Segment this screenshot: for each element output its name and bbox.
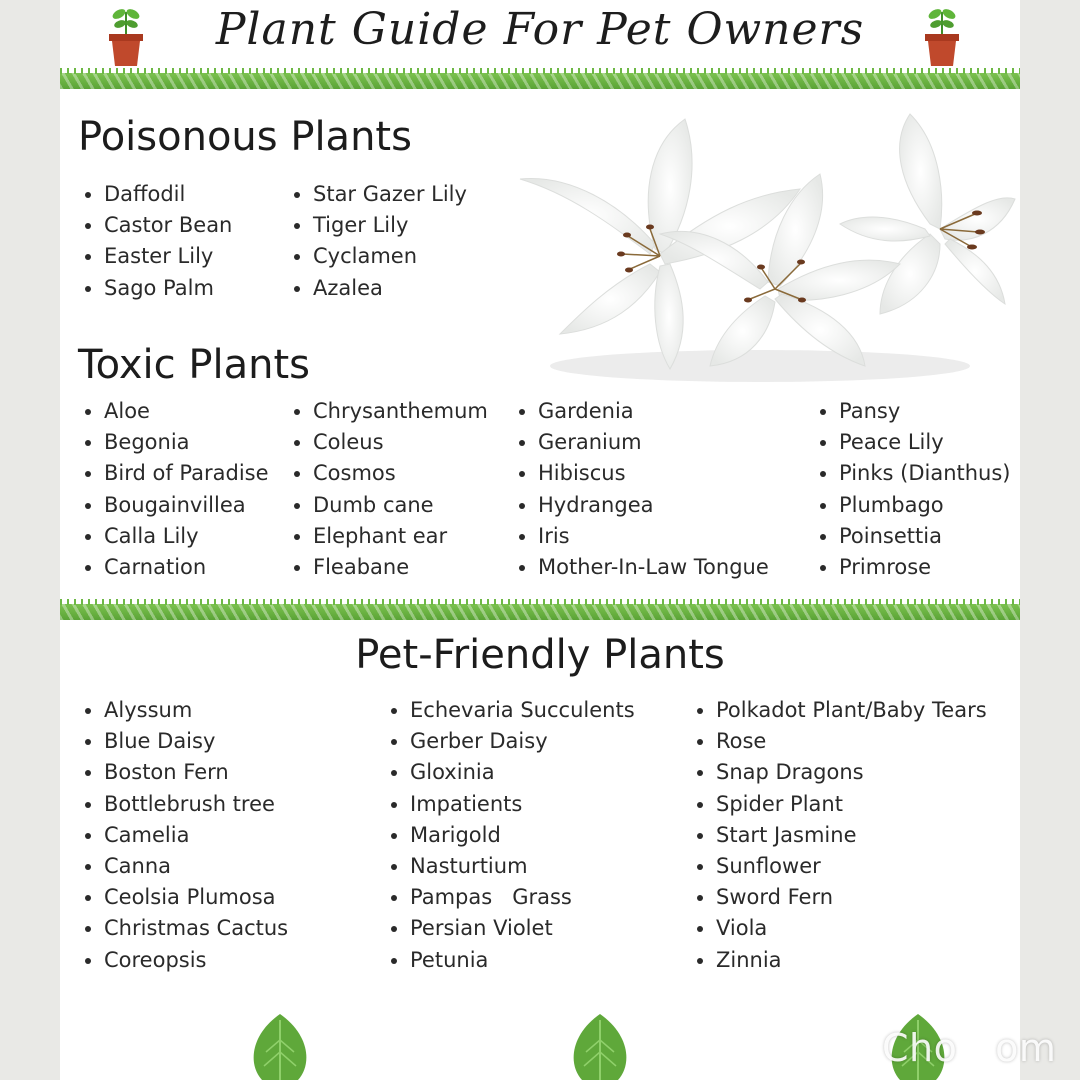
list-item: Polkadot Plant/Baby Tears (692, 695, 987, 726)
list-item: Boston Fern (80, 757, 288, 788)
list-item: Camelia (80, 820, 288, 851)
list-item: Sunflower (692, 851, 987, 882)
list-item: Canna (80, 851, 288, 882)
list-item: Elephant ear (289, 521, 488, 552)
list-item: Hibiscus (514, 458, 769, 489)
friendly-list-col-1 (80, 695, 288, 976)
list-item: Iris (514, 521, 769, 552)
list-item: Aloe (80, 396, 269, 427)
list-item: Viola (692, 913, 987, 944)
poisonous-heading: Poisonous Plants (78, 114, 412, 160)
list-item: Star Gazer Lily (289, 179, 467, 210)
list-item: Start Jasmine (692, 820, 987, 851)
leaf-icon (240, 1010, 320, 1080)
list-item: Primrose (815, 552, 1011, 583)
list-item: Cyclamen (289, 241, 467, 272)
pet-friendly-heading: Pet-Friendly Plants (355, 632, 725, 678)
list-item: Persian Violet (386, 913, 635, 944)
list-item: Snap Dragons (692, 757, 987, 788)
list-item: Sago Palm (80, 273, 232, 304)
toxic-list-col-3 (514, 396, 769, 583)
list-item: Blue Daisy (80, 726, 288, 757)
list-item: Azalea (289, 273, 467, 304)
list-item: Bird of Paradise (80, 458, 269, 489)
list-item: Sword Fern (692, 882, 987, 913)
list-item: Poinsettia (815, 521, 1011, 552)
infographic-sheet (60, 0, 1020, 1080)
watermark-text: Cho om (882, 1026, 1057, 1070)
list-item: Bottlebrush tree (80, 789, 288, 820)
list-item: Bougainvillea (80, 490, 269, 521)
list-item: Peace Lily (815, 427, 1011, 458)
list-item: Christmas Cactus (80, 913, 288, 944)
friendly-list-col-3 (692, 695, 987, 976)
list-item: Carnation (80, 552, 269, 583)
toxic-list-col-4 (815, 396, 1011, 583)
list-item: Plumbago (815, 490, 1011, 521)
poisonous-list-col-1 (80, 179, 232, 304)
list-item: Daffodil (80, 179, 232, 210)
list-item: Zinnia (692, 945, 987, 976)
poisonous-list-col-2 (289, 179, 467, 304)
list-item: Coleus (289, 427, 488, 458)
list-item: Gloxinia (386, 757, 635, 788)
list-item: Petunia (386, 945, 635, 976)
list-item: Coreopsis (80, 945, 288, 976)
list-item: Chrysanthemum (289, 396, 488, 427)
list-item: Tiger Lily (289, 210, 467, 241)
list-item: Spider Plant (692, 789, 987, 820)
list-item: Ceolsia Plumosa (80, 882, 288, 913)
page-title: Plant Guide For Pet Owners (215, 3, 865, 55)
friendly-list-col-2 (386, 695, 635, 976)
list-item: Cosmos (289, 458, 488, 489)
list-item: Gardenia (514, 396, 769, 427)
list-item: Gerber Daisy (386, 726, 635, 757)
list-item: Impatients (386, 789, 635, 820)
list-item: Calla Lily (80, 521, 269, 552)
list-item: Nasturtium (386, 851, 635, 882)
list-item: Begonia (80, 427, 269, 458)
white-lily-image (500, 104, 1020, 394)
toxic-heading: Toxic Plants (78, 342, 310, 388)
grass-divider (60, 604, 1020, 620)
list-item: Fleabane (289, 552, 488, 583)
toxic-list-col-1 (80, 396, 269, 583)
list-item: Easter Lily (80, 241, 232, 272)
leaf-icon (560, 1010, 640, 1080)
list-item: Echevaria Succulents (386, 695, 635, 726)
list-item: Hydrangea (514, 490, 769, 521)
list-item: Pansy (815, 396, 1011, 427)
list-item: Marigold (386, 820, 635, 851)
list-item: Dumb cane (289, 490, 488, 521)
list-item: Pinks (Dianthus) (815, 458, 1011, 489)
list-item: Rose (692, 726, 987, 757)
toxic-list-col-2 (289, 396, 488, 583)
grass-divider (60, 73, 1020, 89)
list-item: Mother-In-Law Tongue (514, 552, 769, 583)
list-item: Pampas Grass (386, 882, 635, 913)
list-item: Alyssum (80, 695, 288, 726)
list-item: Castor Bean (80, 210, 232, 241)
list-item: Geranium (514, 427, 769, 458)
